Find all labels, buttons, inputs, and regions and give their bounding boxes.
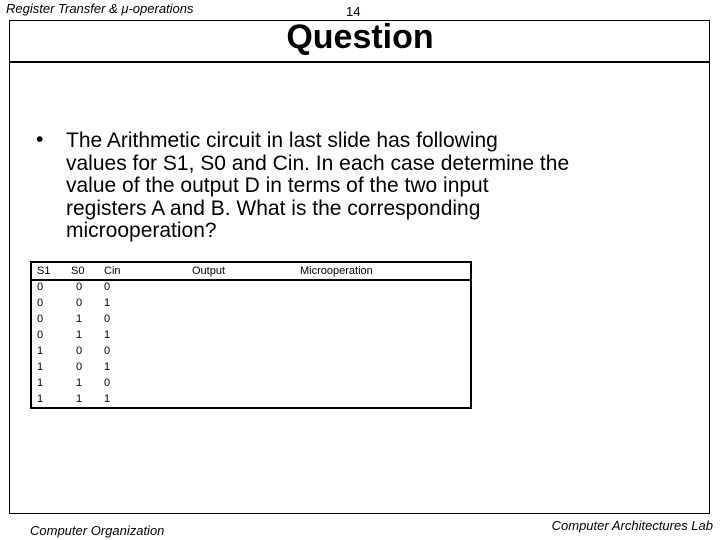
- table-cell-s0: 1: [76, 377, 83, 389]
- table-header-divider: [30, 279, 472, 281]
- table-cell-cin: 1: [104, 393, 111, 405]
- table-cell-s1: 1: [37, 377, 44, 389]
- table-cell-s0: 0: [76, 361, 83, 373]
- table-cell-cin: 0: [104, 377, 111, 389]
- table-cell-cin: 0: [104, 313, 111, 325]
- table-cell-s0: 0: [76, 297, 83, 309]
- table-cell-s1: 1: [37, 345, 44, 357]
- slide-title: Question: [286, 18, 434, 56]
- table-cell-s0: 1: [76, 313, 83, 325]
- footer-course: Computer Organization: [30, 523, 165, 538]
- bullet-marker: •: [36, 128, 44, 151]
- question-line: values for S1, S0 and Cin. In each case determine the: [66, 151, 570, 175]
- table-cell-s1: 0: [37, 281, 44, 293]
- question-line: The Arithmetic circuit in last slide has following: [66, 129, 498, 152]
- question-text: [66, 130, 686, 243]
- table-cell-cin: 1: [104, 329, 111, 341]
- footer-lab: Computer Architectures Lab: [551, 518, 713, 533]
- question-line: registers A and B. What is the corresponding: [66, 196, 481, 220]
- question-line: microoperation?: [66, 219, 217, 243]
- table-cell-cin: 0: [104, 281, 111, 293]
- table-cell-cin: 1: [104, 361, 111, 373]
- page-number: 14: [346, 4, 361, 19]
- title-divider: [9, 61, 710, 63]
- table-header-output: Output: [192, 265, 226, 277]
- table-cell-s1: 0: [37, 329, 44, 341]
- table-cell-s0: 0: [76, 345, 83, 357]
- table-header-s1: S1: [37, 265, 51, 277]
- table-cell-s1: 1: [37, 393, 44, 405]
- table-cell-cin: 1: [104, 297, 111, 309]
- truth-table: [30, 261, 472, 409]
- table-header-s0: S0: [71, 265, 85, 277]
- table-header-microoperation: Microoperation: [300, 265, 373, 277]
- table-cell-s1: 1: [37, 361, 44, 373]
- table-cell-s0: 1: [76, 329, 83, 341]
- question-line: value of the output D in terms of the two input: [66, 174, 489, 198]
- table-cell-s0: 1: [76, 393, 83, 405]
- table-cell-s1: 0: [37, 297, 44, 309]
- table-header-cin: Cin: [104, 265, 121, 277]
- table-cell-s1: 0: [37, 313, 44, 325]
- table-cell-s0: 0: [76, 281, 83, 293]
- course-header: Register Transfer & μ-operations: [6, 1, 194, 16]
- table-cell-cin: 0: [104, 345, 111, 357]
